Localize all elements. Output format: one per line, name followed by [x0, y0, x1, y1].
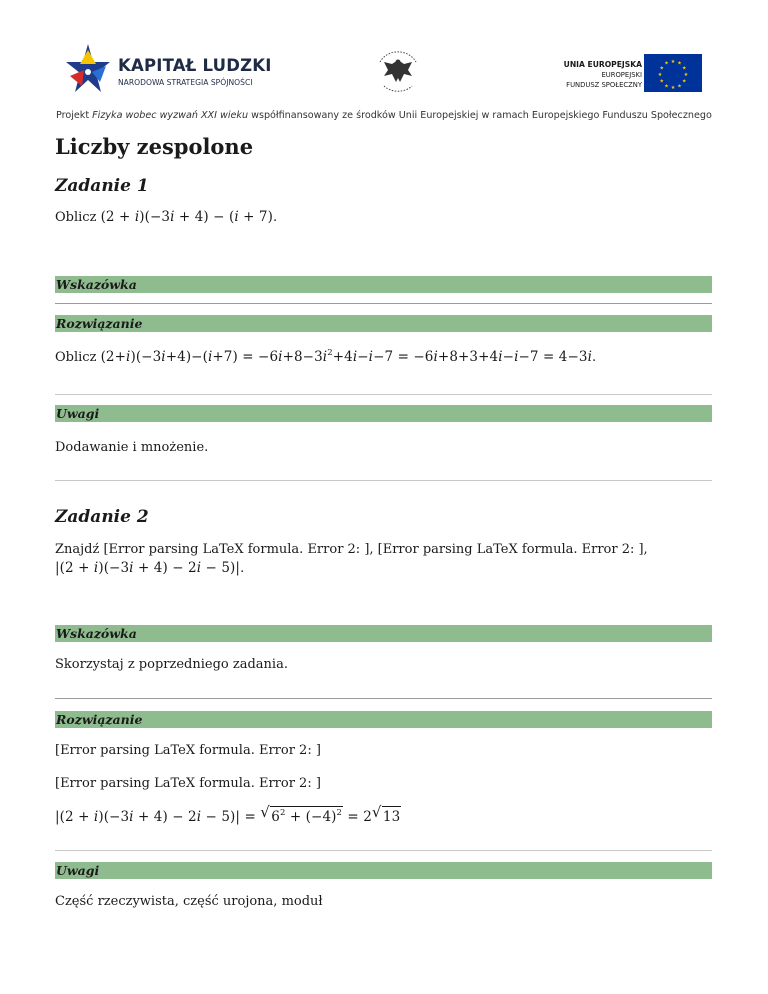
task-1-solution-header[interactable]	[55, 315, 712, 332]
task-2-heading: Zadanie 2	[55, 507, 149, 527]
eu-line-1: EUROPEJSKI	[601, 71, 642, 79]
task-1-solution-formula: $(2+i)(-3i+4)-(i+7) = -6i+8-3i^2+4i-i-7 = -6i+8+3+4i-i-7 = 4-3i$	[100, 348, 593, 365]
divider	[55, 480, 712, 481]
task-2-solution-header[interactable]	[55, 711, 712, 728]
divider	[55, 850, 712, 851]
solution-label: Rozwiązanie	[56, 316, 143, 331]
remarks-label: Uwagi	[56, 863, 100, 878]
task-1-formula: (2 + i)(−3i + 4) − (i + 7)	[100, 209, 273, 225]
eu-title: UNIA EUROPEJSKA	[563, 60, 642, 69]
svg-text:★: ★	[682, 65, 687, 72]
solution-label: Rozwiązanie	[56, 712, 143, 727]
svg-text:★: ★	[683, 72, 689, 78]
task-2-formula: |(2 + i)(−3i + 4) − 2i − 5)|	[55, 560, 241, 576]
project-funding-note: Projekt Fizyka wobec wyzwań XXI wieku współfinansowany ze środków Unii Europejskiej w ramach Europejskiego Funduszu Społecznego	[56, 110, 712, 121]
svg-text:★: ★	[664, 83, 669, 90]
task-2-prompt-line-2: |(2 + i)(−3i + 4) − 2i − 5)|.	[55, 560, 245, 576]
kapital-ludzki-logo	[66, 42, 272, 98]
project-title: Fizyka wobec wyzwań XXI wieku	[92, 110, 249, 121]
eu-flag-icon	[644, 54, 702, 92]
svg-text:★: ★	[682, 78, 687, 85]
eu-line-2: FUNDUSZ SPOŁECZNY	[566, 81, 642, 89]
task-2-remarks: Część rzeczywista, część urojona, moduł	[55, 894, 323, 909]
svg-text:★: ★	[659, 78, 664, 85]
task-1-heading: Zadanie 1	[55, 176, 149, 196]
task-1-remarks: Dodawanie i mnożenie.	[55, 440, 209, 455]
divider	[55, 303, 712, 304]
task-1-remarks-header[interactable]	[55, 405, 712, 422]
kapital-ludzki-title: KAPITAŁ LUDZKI	[118, 56, 272, 75]
sqrt-symbol: √ 13	[371, 803, 401, 825]
hint-label: Wskazówka	[56, 277, 137, 292]
task-2-remarks-header[interactable]	[55, 862, 712, 879]
remarks-label: Uwagi	[56, 406, 100, 421]
task-2-prompt-line-1: Znajdź [Error parsing LaTeX formula. Error 2: ], [Error parsing LaTeX formula. Error 2: ],	[55, 542, 648, 557]
task-2-hint-header[interactable]	[55, 625, 712, 642]
hint-label: Wskazówka	[56, 626, 137, 641]
task-2-solution-error-1: [Error parsing LaTeX formula. Error 2: ]	[55, 743, 321, 758]
svg-text:★: ★	[664, 60, 669, 67]
svg-text:★: ★	[659, 65, 664, 72]
task-1-hint-header[interactable]	[55, 276, 712, 293]
page-title: Liczby zespolone	[55, 134, 254, 159]
kapital-ludzki-subtitle: NARODOWA STRATEGIA SPÓJNOŚCI	[118, 78, 253, 87]
task-2-hint: Skorzystaj z poprzedniego zadania.	[55, 657, 288, 672]
task-1-prompt: Oblicz (2 + i)(−3i + 4) − (i + 7).	[55, 209, 278, 225]
task-2-solution-error-2: [Error parsing LaTeX formula. Error 2: ]	[55, 776, 321, 791]
university-emblem-icon	[374, 46, 422, 96]
svg-text:★: ★	[670, 85, 676, 91]
svg-text:★: ★	[677, 83, 682, 90]
divider	[55, 698, 712, 699]
svg-text:★: ★	[670, 59, 676, 65]
divider	[55, 394, 712, 395]
svg-text:★: ★	[677, 60, 682, 67]
sqrt-symbol: √ $6^2 + (-4)^2$	[260, 803, 343, 825]
eu-logo	[540, 54, 702, 94]
task-2-solution-formula: |(2 + i)(−3i + 4) − 2i − 5)| = √ $6^2 + (-4)^2 = 2$ √ 13	[55, 803, 401, 825]
kapital-ludzki-star-icon	[66, 42, 110, 98]
svg-text:★: ★	[657, 72, 663, 78]
task-1-solution: Oblicz $(2+i)(-3i+4)-(i+7) = -6i+8-3i^2+4i-i-7 = -6i+8+3+4i-i-7 = 4-3i$.	[55, 348, 597, 365]
